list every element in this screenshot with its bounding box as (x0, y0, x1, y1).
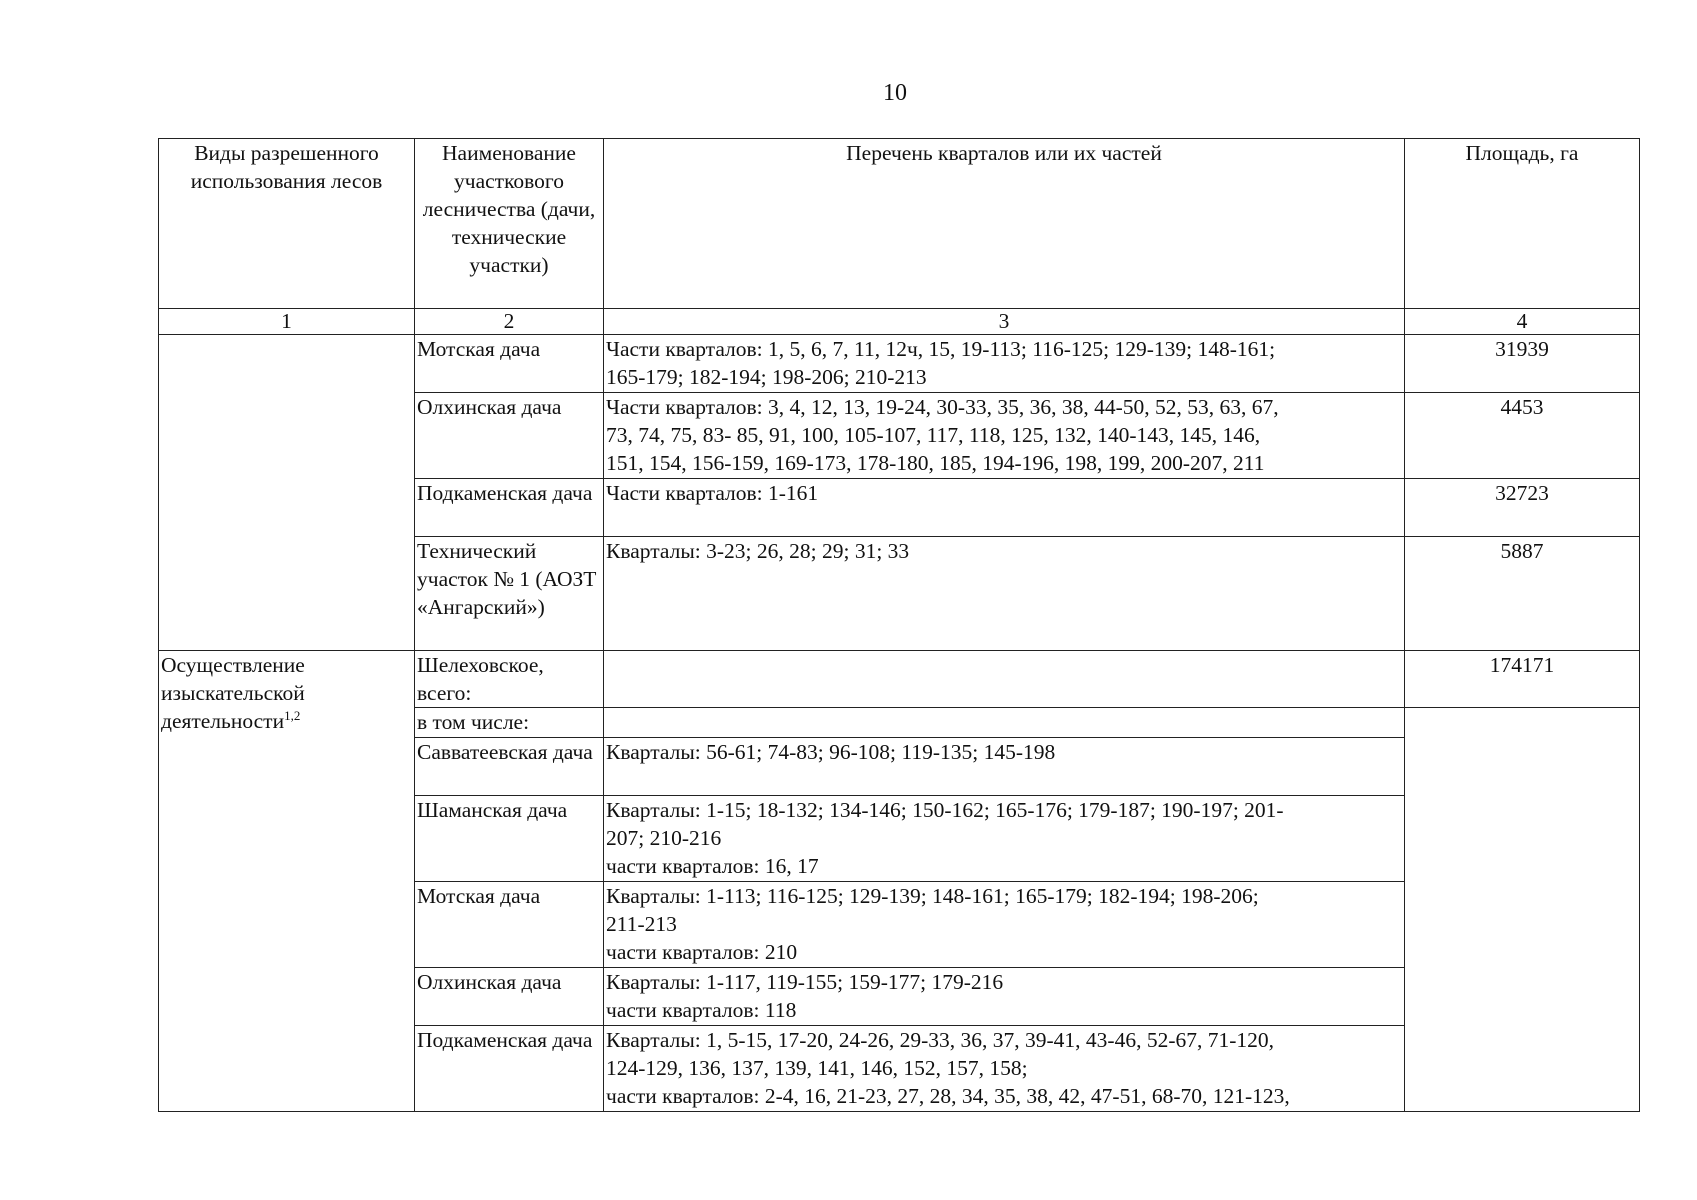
including-label: в том числе: (415, 708, 604, 738)
including-list-empty (604, 708, 1405, 738)
quarters-line: 151, 154, 156-159, 169-173, 178-180, 185, 194-196, 198, 199, 200-207, 211 (606, 451, 1265, 475)
district-total-area: 174171 (1405, 651, 1640, 708)
quarters-line: Кварталы: 1-15; 18-132; 134-146; 150-162; 165-176; 179-187; 190-197; 201- (606, 798, 1284, 822)
quarters-list (604, 968, 1405, 1026)
quarters-list (604, 537, 1405, 651)
header-quarters-list: Перечень кварталов или их частей (604, 139, 1405, 309)
quarters-line: 73, 74, 75, 83- 85, 91, 100, 105-107, 117, 118, 125, 132, 140-143, 145, 146, (606, 423, 1261, 447)
district-total-row (159, 651, 1640, 708)
quarters-line: Кварталы: 3-23; 26, 28; 29; 31; 33 (606, 539, 910, 563)
forestry-name: Шаманская дача (415, 796, 604, 882)
quarters-line: Части кварталов: 1, 5, 6, 7, 11, 12ч, 15, 19-113; 116-125; 129-139; 148-161; (606, 337, 1276, 361)
quarters-list (604, 479, 1405, 537)
header-row (159, 139, 1640, 309)
forestry-name: Мотская дача (415, 882, 604, 968)
use-type-cell (159, 651, 415, 1112)
quarters-list (604, 393, 1405, 479)
column-number-row (159, 309, 1640, 335)
forestry-name: Савватеевская дача (415, 738, 604, 796)
quarters-line: части кварталов: 210 (606, 940, 798, 964)
quarters-line: Части кварталов: 1-161 (606, 481, 819, 505)
forestry-name: Мотская дача (415, 335, 604, 393)
forestry-name: Подкаменская дача (415, 479, 604, 537)
quarters-line: Кварталы: 1, 5-15, 17-20, 24-26, 29-33, 36, 37, 39-41, 43-46, 52-67, 71-120, (606, 1028, 1275, 1052)
quarters-line: 211-213 (606, 912, 677, 936)
forestry-name: Подкаменская дача (415, 1026, 604, 1112)
quarters-line: Кварталы: 56-61; 74-83; 96-108; 119-135; 145-198 (606, 740, 1056, 764)
quarters-line: Части кварталов: 3, 4, 12, 13, 19-24, 30-33, 35, 36, 38, 44-50, 52, 53, 63, 67, (606, 395, 1279, 419)
quarters-line: Кварталы: 1-113; 116-125; 129-139; 148-161; 165-179; 182-194; 198-206; (606, 884, 1259, 908)
area-value: 5887 (1405, 537, 1640, 651)
column-number: 4 (1405, 309, 1640, 335)
district-total-label: Шелеховское, всего: (415, 651, 604, 708)
area-value: 4453 (1405, 393, 1640, 479)
use-type-text: Осуществление изыскательской деятельности (161, 653, 305, 733)
table-row (159, 335, 1640, 393)
header-use-type: Виды разрешенного использования лесов (159, 139, 415, 309)
area-cell-empty (1405, 708, 1640, 1112)
district-total-list-empty (604, 651, 1405, 708)
quarters-line: части кварталов: 2-4, 16, 21-23, 27, 28, 34, 35, 38, 42, 47-51, 68-70, 121-123, (606, 1084, 1290, 1108)
header-area: Площадь, га (1405, 139, 1640, 309)
forest-use-table (158, 138, 1640, 1112)
forestry-name: Олхинская дача (415, 393, 604, 479)
quarters-list (604, 738, 1405, 796)
quarters-line: Кварталы: 1-117, 119-155; 159-177; 179-216 (606, 970, 1004, 994)
quarters-line: 165-179; 182-194; 198-206; 210-213 (606, 365, 927, 389)
quarters-line: 207; 210-216 (606, 826, 722, 850)
quarters-list (604, 335, 1405, 393)
column-number: 1 (159, 309, 415, 335)
forestry-name: Технический участок № 1 (АОЗТ «Ангарский») (415, 537, 604, 651)
use-type-cell-empty (159, 335, 415, 651)
quarters-line: части кварталов: 118 (606, 998, 797, 1022)
quarters-line: части кварталов: 16, 17 (606, 854, 819, 878)
footnote-marker: 1,2 (284, 707, 301, 723)
area-value: 31939 (1405, 335, 1640, 393)
quarters-list (604, 1026, 1405, 1112)
quarters-line: 124-129, 136, 137, 139, 141, 146, 152, 157, 158; (606, 1056, 1028, 1080)
header-forestry-name: Наименование участкового лесничества (дачи, технические участки) (415, 139, 604, 309)
page-number: 10 (883, 80, 907, 106)
forestry-name: Олхинская дача (415, 968, 604, 1026)
quarters-list (604, 882, 1405, 968)
column-number: 2 (415, 309, 604, 335)
area-value: 32723 (1405, 479, 1640, 537)
quarters-list (604, 796, 1405, 882)
column-number: 3 (604, 309, 1405, 335)
